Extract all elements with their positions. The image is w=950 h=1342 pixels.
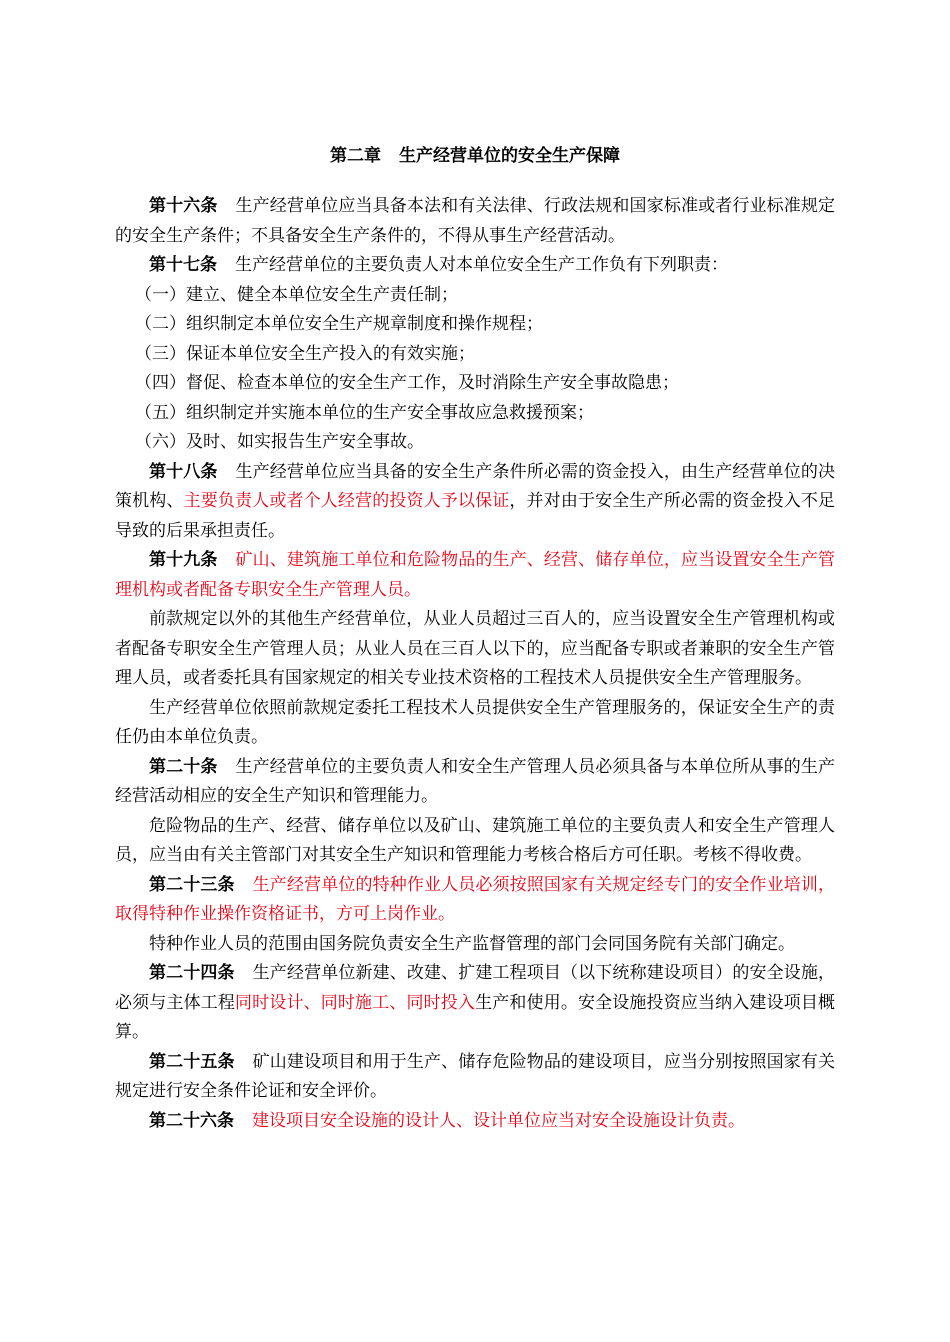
list-item: （四）督促、检查本单位的安全生产工作，及时消除生产安全事故隐患；: [135, 373, 679, 393]
article-number: 第二十四条: [149, 963, 235, 983]
article-16: [115, 192, 835, 251]
list-item: （六）及时、如实报告生产安全事故。: [135, 432, 424, 452]
chapter-title: [0, 144, 950, 168]
highlighted-text: 同时设计、同时施工、同时投入: [235, 992, 476, 1013]
article-number: 第十七条: [149, 255, 217, 275]
article-23: [115, 871, 835, 930]
article-20: [115, 753, 835, 812]
article-text: 生产经营单位的主要负责人和安全生产管理人员必须具备与本单位所从事的生产经营活动相应的安全生产知识和管理能力。: [115, 756, 836, 806]
paragraph: 生产经营单位依照前款规定委托工程技术人员提供安全生产管理服务的，保证安全生产的责任仍由本单位负责。: [115, 697, 835, 747]
article-number: 第二十条: [149, 756, 218, 777]
highlighted-text: 生产经营单位的特种作业人员必须按照国家有关规定经专门的安全作业培训，取得特种作业操作资格证书，方可上岗作业。: [115, 874, 836, 924]
article-24: [115, 959, 835, 1048]
paragraph: 危险物品的生产、经营、储存单位以及矿山、建筑施工单位的主要负责人和安全生产管理人员，应当由有关主管部门对其安全生产知识和管理能力考核合格后方可任职。考核不得收费。: [115, 815, 835, 865]
article-text: 生产经营单位新建、改建、扩建工程项目（以下统称建设项目）的安全设施，必须与主体工程: [115, 963, 836, 1013]
article-number: 第二十五条: [149, 1051, 235, 1072]
list-item: （一）建立、健全本单位安全生产责任制；: [135, 284, 458, 305]
paragraph: 特种作业人员的范围由国务院负责安全生产监督管理的部门会同国务院有关部门确定。: [149, 933, 795, 954]
article-17: [115, 251, 835, 281]
article-25: [115, 1048, 835, 1107]
article-number: 第二十三条: [149, 874, 235, 895]
article-26: [115, 1107, 835, 1137]
article-text: 生产经营单位应当具备的安全生产条件所必需的资金投入，由生产经营单位的决策机构、: [115, 461, 836, 511]
paragraph: 前款规定以外的其他生产经营单位，从业人员超过三百人的，应当设置安全生产管理机构或者配备专职安全生产管理人员；从业人员在三百人以下的，应当配备专职或者兼职的安全生产管理人员，或者委托具有国家规定的相关专业技术资格的工程技术人员提供安全生产管理服务。: [115, 609, 835, 688]
article-text: ，并对由于安全生产所必需的资金投入不足导致的后果承担责任。: [115, 491, 836, 541]
article-number: 第二十六条: [149, 1110, 234, 1131]
document-body: [115, 192, 835, 1136]
highlighted-text: 建设项目安全设施的设计人、设计单位应当对安全设施设计负责。: [252, 1110, 745, 1131]
highlighted-text: 矿山、建筑施工单位和危险物品的生产、经营、储存单位，应当设置安全生产管理机构或者配备专职安全生产管理人员。: [115, 550, 836, 600]
highlighted-text: 主要负责人或者个人经营的投资人予以保证: [183, 491, 510, 511]
article-number: 第十八条: [149, 461, 218, 482]
article-text: 矿山建设项目和用于生产、储存危险物品的建设项目，应当分别按照国家有关规定进行安全条件论证和安全评价。: [115, 1051, 836, 1101]
chapter-name: 生产经营单位的安全生产保障: [399, 146, 620, 166]
article-18: [115, 458, 835, 547]
article-text: 生产和使用。安全设施投资应当纳入建设项目概算。: [115, 992, 836, 1042]
article-number: 第十九条: [149, 550, 218, 570]
article-text: 生产经营单位应当具备本法和有关法律、行政法规和国家标准或者行业标准规定的安全生产条件；不具备安全生产条件的，不得从事生产经营活动。: [115, 196, 836, 246]
article-19: [115, 546, 835, 605]
list-item: （五）组织制定并实施本单位的生产安全事故应急救援预案；: [135, 402, 594, 423]
chapter-label: 第二章: [330, 146, 381, 166]
article-number: 第十六条: [149, 196, 218, 216]
article-text: 生产经营单位的主要负责人对本单位安全生产工作负有下列职责：: [235, 255, 728, 275]
list-item: （三）保证本单位安全生产投入的有效实施；: [135, 343, 475, 364]
list-item: （二）组织制定本单位安全生产规章制度和操作规程；: [135, 314, 543, 334]
